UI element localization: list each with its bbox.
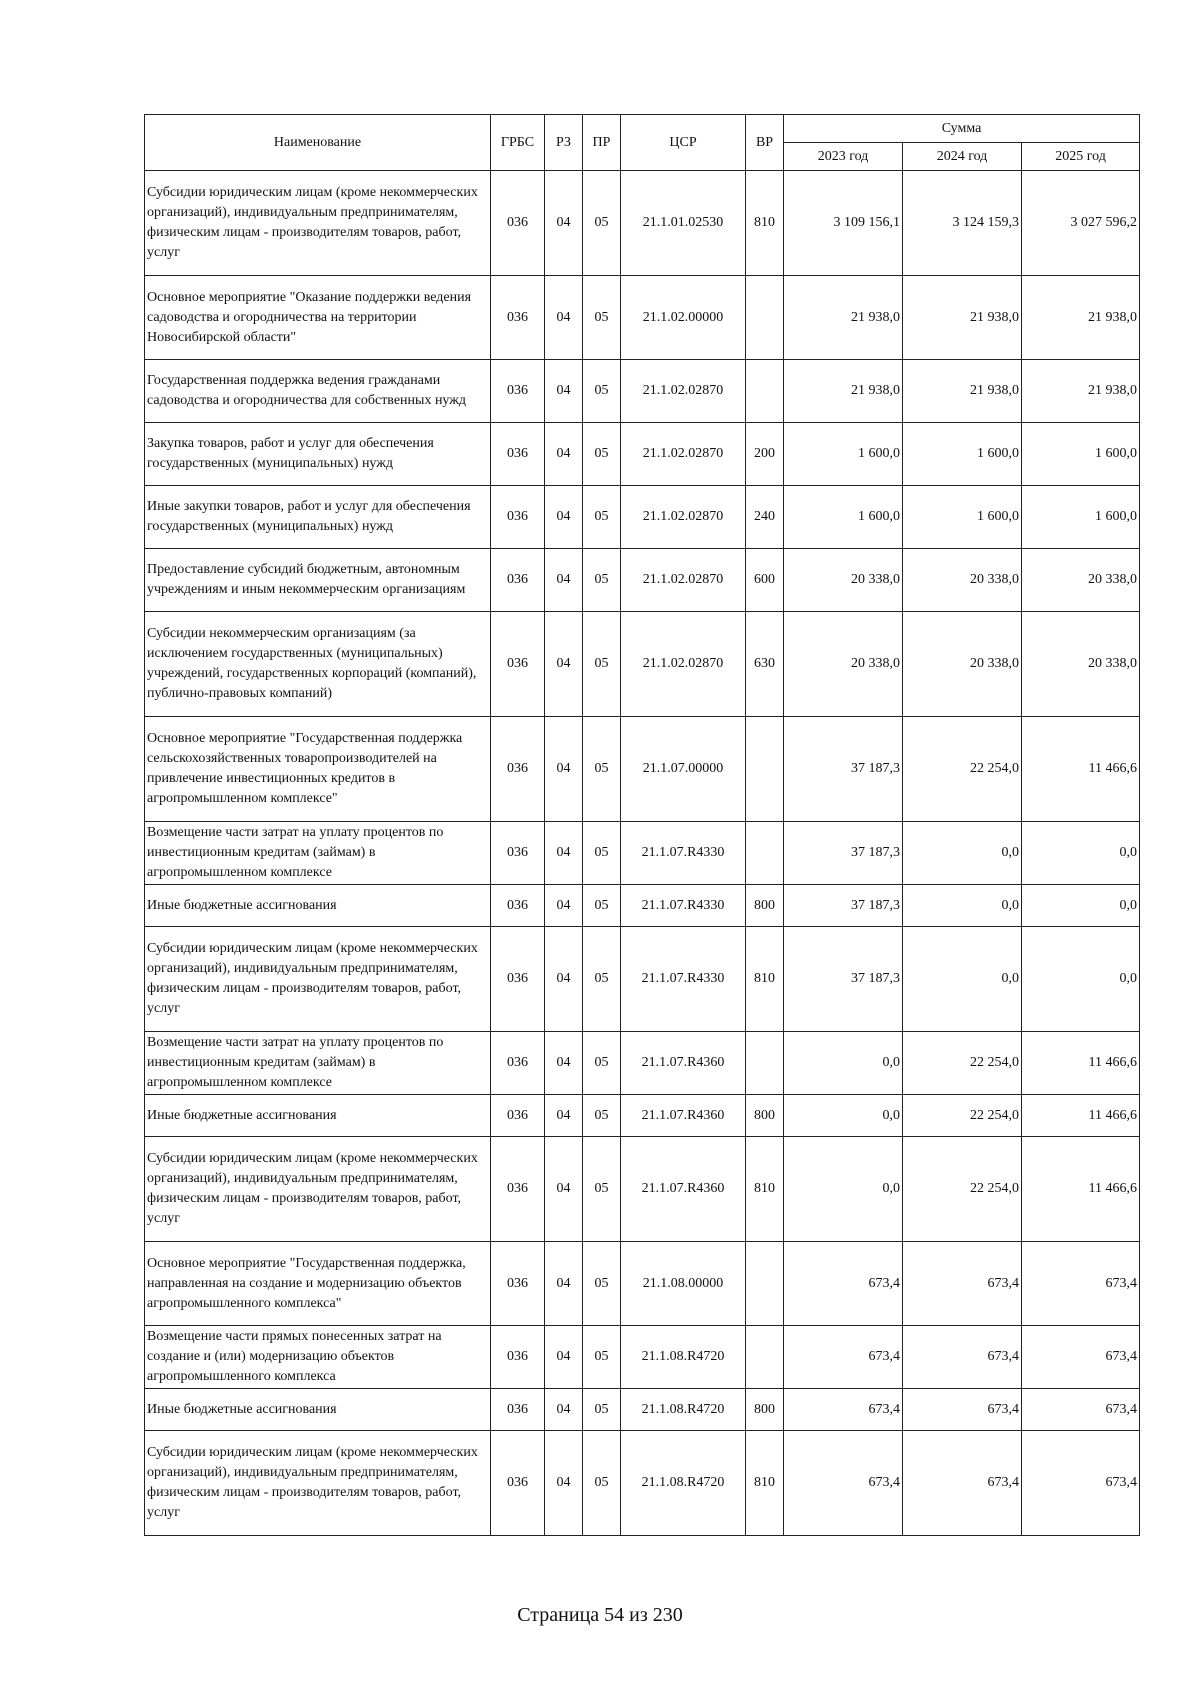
cell-2023: 37 187,3: [784, 927, 903, 1032]
table-row: [145, 927, 1140, 1032]
cell-vr: 800: [746, 1095, 784, 1137]
cell-pr: 05: [583, 423, 621, 486]
table-row: [145, 1431, 1140, 1536]
cell-csr: 21.1.07.R4360: [621, 1032, 746, 1095]
cell-2024: 1 600,0: [903, 486, 1022, 549]
cell-rz: 04: [545, 486, 583, 549]
cell-2024: 1 600,0: [903, 423, 1022, 486]
cell-2023: 37 187,3: [784, 885, 903, 927]
cell-rz: 04: [545, 360, 583, 423]
cell-grbs: 036: [491, 1326, 545, 1389]
cell-grbs: 036: [491, 276, 545, 360]
cell-2025: 673,4: [1022, 1326, 1140, 1389]
header-rz: РЗ: [545, 115, 583, 171]
cell-2025: 21 938,0: [1022, 276, 1140, 360]
table-header: [145, 115, 1140, 171]
cell-2024: 21 938,0: [903, 360, 1022, 423]
cell-2025: 20 338,0: [1022, 612, 1140, 717]
cell-pr: 05: [583, 549, 621, 612]
table-row: [145, 1095, 1140, 1137]
cell-rz: 04: [545, 171, 583, 276]
cell-vr: 810: [746, 171, 784, 276]
cell-vr: [746, 360, 784, 423]
header-pr: ПР: [583, 115, 621, 171]
cell-grbs: 036: [491, 423, 545, 486]
cell-2025: 673,4: [1022, 1431, 1140, 1536]
cell-csr: 21.1.01.02530: [621, 171, 746, 276]
cell-pr: 05: [583, 1242, 621, 1326]
cell-csr: 21.1.02.02870: [621, 612, 746, 717]
header-vr: ВР: [746, 115, 784, 171]
budget-table: [144, 114, 1140, 1536]
table-row: [145, 1326, 1140, 1389]
cell-csr: 21.1.07.R4330: [621, 885, 746, 927]
header-2024: 2024 год: [903, 143, 1022, 171]
cell-pr: 05: [583, 717, 621, 822]
cell-name: Основное мероприятие "Оказание поддержки ведения садоводства и огородничества на территории Новосибирской области": [145, 276, 491, 360]
cell-2023: 20 338,0: [784, 549, 903, 612]
cell-name: Субсидии юридическим лицам (кроме некоммерческих организаций), индивидуальным предпринимателям, физическим лицам - производителям товаров, работ, услуг: [145, 1137, 491, 1242]
cell-rz: 04: [545, 549, 583, 612]
cell-2024: 673,4: [903, 1326, 1022, 1389]
cell-vr: [746, 276, 784, 360]
table-row: [145, 276, 1140, 360]
cell-grbs: 036: [491, 549, 545, 612]
cell-grbs: 036: [491, 1137, 545, 1242]
cell-rz: 04: [545, 717, 583, 822]
cell-name: Предоставление субсидий бюджетным, автономным учреждениям и иным некоммерческим организациям: [145, 549, 491, 612]
cell-vr: 240: [746, 486, 784, 549]
cell-name: Возмещение части затрат на уплату процентов по инвестиционным кредитам (займам) в агропромышленном комплексе: [145, 822, 491, 885]
table-row: [145, 423, 1140, 486]
cell-2025: 1 600,0: [1022, 423, 1140, 486]
cell-vr: 800: [746, 1389, 784, 1431]
cell-rz: 04: [545, 1431, 583, 1536]
cell-vr: 600: [746, 549, 784, 612]
cell-name: Государственная поддержка ведения гражданами садоводства и огородничества для собственных нужд: [145, 360, 491, 423]
header-sum: Сумма: [784, 115, 1140, 143]
cell-vr: [746, 822, 784, 885]
cell-csr: 21.1.08.R4720: [621, 1326, 746, 1389]
cell-grbs: 036: [491, 171, 545, 276]
cell-pr: 05: [583, 1389, 621, 1431]
cell-2024: 22 254,0: [903, 1032, 1022, 1095]
cell-csr: 21.1.02.02870: [621, 360, 746, 423]
cell-2025: 11 466,6: [1022, 1137, 1140, 1242]
cell-2025: 1 600,0: [1022, 486, 1140, 549]
cell-pr: 05: [583, 276, 621, 360]
cell-2023: 0,0: [784, 1095, 903, 1137]
table-row: [145, 1137, 1140, 1242]
cell-2025: 673,4: [1022, 1389, 1140, 1431]
cell-grbs: 036: [491, 927, 545, 1032]
cell-rz: 04: [545, 1389, 583, 1431]
table-row: [145, 549, 1140, 612]
header-2025: 2025 год: [1022, 143, 1140, 171]
cell-2023: 1 600,0: [784, 423, 903, 486]
cell-2025: 21 938,0: [1022, 360, 1140, 423]
cell-csr: 21.1.02.02870: [621, 549, 746, 612]
cell-vr: 810: [746, 1137, 784, 1242]
cell-name: Иные бюджетные ассигнования: [145, 885, 491, 927]
cell-2025: 0,0: [1022, 822, 1140, 885]
cell-2024: 673,4: [903, 1242, 1022, 1326]
cell-name: Субсидии некоммерческим организациям (за исключением государственных (муниципальных) учреждений, государственных корпораций (компаний), публично-правовых компаний): [145, 612, 491, 717]
cell-rz: 04: [545, 927, 583, 1032]
cell-pr: 05: [583, 360, 621, 423]
cell-pr: 05: [583, 1095, 621, 1137]
cell-pr: 05: [583, 822, 621, 885]
cell-pr: 05: [583, 1431, 621, 1536]
cell-name: Иные закупки товаров, работ и услуг для обеспечения государственных (муниципальных) нужд: [145, 486, 491, 549]
header-name: Наименование: [145, 115, 491, 171]
cell-rz: 04: [545, 1242, 583, 1326]
cell-2025: 11 466,6: [1022, 717, 1140, 822]
cell-csr: 21.1.08.00000: [621, 1242, 746, 1326]
cell-pr: 05: [583, 927, 621, 1032]
cell-vr: [746, 1326, 784, 1389]
cell-name: Возмещение части затрат на уплату процентов по инвестиционным кредитам (займам) в агропромышленном комплексе: [145, 1032, 491, 1095]
cell-2024: 22 254,0: [903, 1137, 1022, 1242]
cell-pr: 05: [583, 486, 621, 549]
table-row: [145, 717, 1140, 822]
table-row: [145, 612, 1140, 717]
cell-name: Основное мероприятие "Государственная поддержка, направленная на создание и модернизацию объектов агропромышленного комплекса": [145, 1242, 491, 1326]
table-row: [145, 885, 1140, 927]
cell-name: Иные бюджетные ассигнования: [145, 1095, 491, 1137]
cell-2025: 673,4: [1022, 1242, 1140, 1326]
header-grbs: ГРБС: [491, 115, 545, 171]
cell-name: Субсидии юридическим лицам (кроме некоммерческих организаций), индивидуальным предпринимателям, физическим лицам - производителям товаров, работ, услуг: [145, 927, 491, 1032]
cell-2024: 0,0: [903, 885, 1022, 927]
cell-vr: 200: [746, 423, 784, 486]
cell-2024: 673,4: [903, 1389, 1022, 1431]
cell-rz: 04: [545, 1032, 583, 1095]
cell-name: Субсидии юридическим лицам (кроме некоммерческих организаций), индивидуальным предпринимателям, физическим лицам - производителям товаров, работ, услуг: [145, 1431, 491, 1536]
table-row: [145, 1389, 1140, 1431]
header-2023: 2023 год: [784, 143, 903, 171]
cell-2025: 11 466,6: [1022, 1032, 1140, 1095]
table-row: [145, 822, 1140, 885]
cell-csr: 21.1.07.00000: [621, 717, 746, 822]
cell-csr: 21.1.07.R4360: [621, 1095, 746, 1137]
cell-2025: 11 466,6: [1022, 1095, 1140, 1137]
cell-2025: 20 338,0: [1022, 549, 1140, 612]
cell-pr: 05: [583, 1032, 621, 1095]
cell-2023: 3 109 156,1: [784, 171, 903, 276]
cell-2024: 21 938,0: [903, 276, 1022, 360]
cell-vr: [746, 717, 784, 822]
cell-rz: 04: [545, 822, 583, 885]
cell-2024: 0,0: [903, 927, 1022, 1032]
cell-2025: 0,0: [1022, 885, 1140, 927]
cell-name: Возмещение части прямых понесенных затрат на создание и (или) модернизацию объектов агропромышленного комплекса: [145, 1326, 491, 1389]
cell-2024: 673,4: [903, 1431, 1022, 1536]
cell-csr: 21.1.02.02870: [621, 423, 746, 486]
cell-2023: 21 938,0: [784, 360, 903, 423]
header-csr: ЦСР: [621, 115, 746, 171]
table-row: [145, 360, 1140, 423]
cell-pr: 05: [583, 612, 621, 717]
cell-2025: 3 027 596,2: [1022, 171, 1140, 276]
cell-2024: 22 254,0: [903, 1095, 1022, 1137]
cell-2025: 0,0: [1022, 927, 1140, 1032]
cell-2024: 20 338,0: [903, 612, 1022, 717]
cell-2023: 673,4: [784, 1431, 903, 1536]
cell-2023: 37 187,3: [784, 717, 903, 822]
cell-2023: 21 938,0: [784, 276, 903, 360]
table-row: [145, 1242, 1140, 1326]
cell-grbs: 036: [491, 1242, 545, 1326]
cell-grbs: 036: [491, 885, 545, 927]
cell-name: Закупка товаров, работ и услуг для обеспечения государственных (муниципальных) нужд: [145, 423, 491, 486]
cell-vr: [746, 1242, 784, 1326]
cell-grbs: 036: [491, 360, 545, 423]
cell-rz: 04: [545, 276, 583, 360]
cell-vr: 810: [746, 1431, 784, 1536]
cell-rz: 04: [545, 1137, 583, 1242]
cell-2023: 673,4: [784, 1326, 903, 1389]
cell-csr: 21.1.08.R4720: [621, 1389, 746, 1431]
table-body: [145, 171, 1140, 1536]
cell-pr: 05: [583, 1326, 621, 1389]
cell-rz: 04: [545, 1095, 583, 1137]
cell-pr: 05: [583, 171, 621, 276]
cell-grbs: 036: [491, 1389, 545, 1431]
cell-2023: 37 187,3: [784, 822, 903, 885]
cell-vr: 810: [746, 927, 784, 1032]
cell-vr: 630: [746, 612, 784, 717]
cell-2023: 673,4: [784, 1242, 903, 1326]
page-number: Страница 54 из 230: [517, 1604, 683, 1626]
cell-csr: 21.1.07.R4360: [621, 1137, 746, 1242]
table-row: [145, 1032, 1140, 1095]
cell-2023: 0,0: [784, 1137, 903, 1242]
table-row: [145, 486, 1140, 549]
cell-csr: 21.1.08.R4720: [621, 1431, 746, 1536]
cell-2023: 1 600,0: [784, 486, 903, 549]
cell-2023: 0,0: [784, 1032, 903, 1095]
table-row: [145, 171, 1140, 276]
cell-2024: 20 338,0: [903, 549, 1022, 612]
cell-name: Иные бюджетные ассигнования: [145, 1389, 491, 1431]
cell-csr: 21.1.02.02870: [621, 486, 746, 549]
cell-vr: 800: [746, 885, 784, 927]
cell-pr: 05: [583, 1137, 621, 1242]
cell-2023: 673,4: [784, 1389, 903, 1431]
cell-rz: 04: [545, 423, 583, 486]
cell-name: Субсидии юридическим лицам (кроме некоммерческих организаций), индивидуальным предпринимателям, физическим лицам - производителям товаров, работ, услуг: [145, 171, 491, 276]
cell-2023: 20 338,0: [784, 612, 903, 717]
cell-rz: 04: [545, 1326, 583, 1389]
cell-grbs: 036: [491, 612, 545, 717]
cell-grbs: 036: [491, 486, 545, 549]
cell-vr: [746, 1032, 784, 1095]
cell-rz: 04: [545, 612, 583, 717]
cell-2024: 3 124 159,3: [903, 171, 1022, 276]
cell-rz: 04: [545, 885, 583, 927]
cell-grbs: 036: [491, 822, 545, 885]
cell-grbs: 036: [491, 1032, 545, 1095]
cell-pr: 05: [583, 885, 621, 927]
cell-grbs: 036: [491, 717, 545, 822]
cell-name: Основное мероприятие "Государственная поддержка сельскохозяйственных товаропроизводителей на привлечение инвестиционных кредитов в агропромышленном комплексе": [145, 717, 491, 822]
cell-2024: 0,0: [903, 822, 1022, 885]
cell-csr: 21.1.02.00000: [621, 276, 746, 360]
cell-csr: 21.1.07.R4330: [621, 927, 746, 1032]
cell-csr: 21.1.07.R4330: [621, 822, 746, 885]
cell-2024: 22 254,0: [903, 717, 1022, 822]
cell-grbs: 036: [491, 1431, 545, 1536]
cell-grbs: 036: [491, 1095, 545, 1137]
